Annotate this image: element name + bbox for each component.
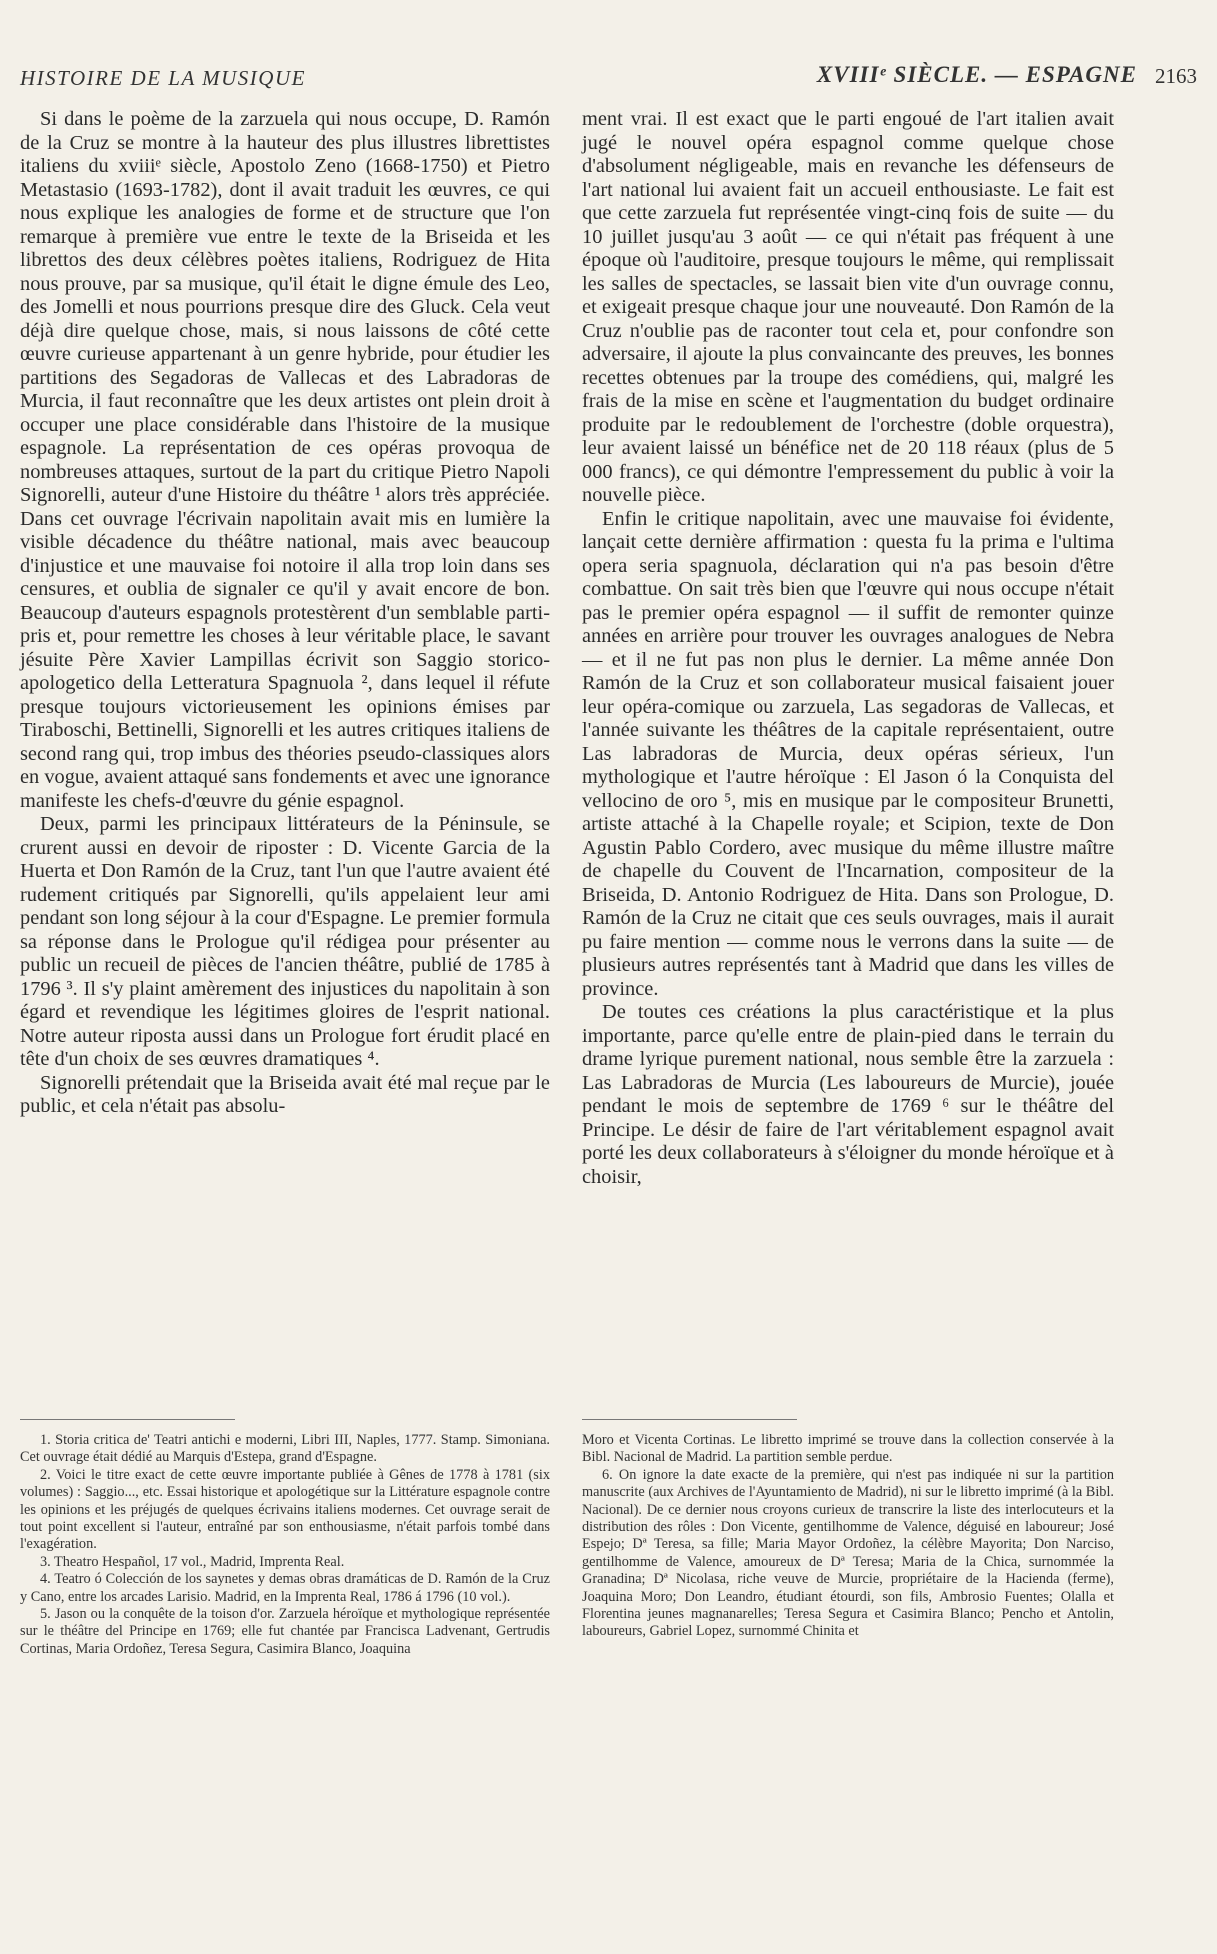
paragraph: Deux, parmi les principaux littérateurs de la Péninsule, se crurent aussi en devoir de riposter : D. Vicente Garcia de la Huerta et Don Ramón de la Cruz, tant l'un que l'autre avaient été rudement critiqués par Signorelli, qu'ils appelaient leur ami pendant son long séjour à la cour d'Espagne. Le premier formula sa réponse dans le Prologue qu'il rédigea pour présenter au public un recueil de pièces de l'ancien théâtre, publié de 1785 à 1796 ³. Il s'y plaint amèrement des injustices du napolitain à son égard et revendique les légitimes gloires de l'esprit national. Notre auteur riposta aussi dans un Prologue fort érudit placé en tête d'un choix de ses œuvres dramatiques ⁴. bbox=[20, 813, 550, 1070]
footnote: 2. Voici le titre exact de cette œuvre importante publiée à Gênes de 1778 à 1781 (six volumes) : Saggio..., etc. Essai historique et apologétique sur la Littérature espagnole contre les opinions et les préjugés de quelques écrivains italiens modernes. Cet ouvrage serait de tout point excellent si l'auteur, entraîné par son enthousiasme, n'était parfois tombé dans l'exagération. bbox=[20, 1466, 550, 1553]
right-footnotes bbox=[582, 1432, 1114, 1641]
left-column bbox=[20, 108, 550, 1119]
footnote-separator bbox=[20, 1419, 235, 1420]
paragraph: Si dans le poème de la zarzuela qui nous occupe, D. Ramón de la Cruz se montre à la hauteur des plus illustres librettistes italiens du xviiiᵉ siècle, Apostolo Zeno (1668-1750) et Pietro Metastasio (1693-1782), dont il avait traduit les œuvres, ce qui nous explique les analogies de forme et de structure que l'on remarque à première vue entre le texte de la Briseida et les librettos des deux célèbres poètes italiens, Rodriguez de Hita nous prouve, par sa musique, qu'il était le digne émule des Leo, des Jomelli et nous pourrions presque dire des Gluck. Cela veut déjà dire quelque chose, mais, si nous laissons de côté cette œuvre curieuse appartenant à un genre hybride, pour étudier les partitions des Segadoras de Vallecas et des Labradoras de Murcia, il faut reconnaître que les deux artistes ont plein droit à occuper une place considérable dans l'histoire de la musique espagnole. La représentation de ces opéras provoqua de nombreuses attaques, surtout de la part du critique Pietro Napoli Signorelli, auteur d'une Histoire du théâtre ¹ alors très appréciée. Dans cet ouvrage l'écrivain napolitain avait mis en lumière la visible décadence du théâtre national, mais avec beaucoup d'injustice et une mauvaise foi notoire il alla trop loin dans ses censures, et oublia de signaler ce qu'il y avait encore de bon. Beaucoup d'auteurs espagnols protestèrent d'un semblable parti-pris et, pour remettre les choses à leur véritable place, le savant jésuite Père Xavier Lampillas écrivit son Saggio storico-apologetico della Letteratura Spagnuola ², dans lequel il réfute presque toujours victorieusement les opinions émises par Tiraboschi, Bettinelli, Signorelli et les autres critiques italiens de second rang qui, trop imbus des théories pseudo-classiques alors en vogue, avaient attaqué sans fondements et avec une ignorance manifeste les chefs-d'œuvre du génie espagnol. bbox=[20, 108, 550, 812]
footnote-separator bbox=[582, 1419, 797, 1420]
footnote: 5. Jason ou la conquête de la toison d'or. Zarzuela héroïque et mythologique représentée sur le théâtre del Principe en 1769; elle fut chantée par Francisca Ladvenant, Gertrudis Cortinas, Maria Ordoñez, Teresa Segura, Casimira Blanco, Joaquina bbox=[20, 1606, 550, 1657]
page-number: 2163 bbox=[1155, 64, 1197, 88]
footnote: 1. Storia critica de' Teatri antichi e moderni, Libri III, Naples, 1777. Stamp. Simoniana. Cet ouvrage était dédié au Marquis d'Estepa, grand d'Espagne. bbox=[20, 1432, 550, 1466]
footnote: 4. Teatro ó Colección de los saynetes y demas obras dramáticas de D. Ramón de la Cruz y Cano, entre los arcades Larisio. Madrid, en la Imprenta Real, 1786 á 1796 (10 vol.). bbox=[20, 1571, 550, 1605]
footnote: 6. On ignore la date exacte de la première, qui n'est pas indiquée ni sur la partition manuscrite (aux Archives de l'Ayuntamiento de Madrid), ni sur le libretto imprimé (à la Bibl. Nacional). De ce dernier nous croyons curieux de transcrire la liste des interlocuteurs et la distribution des rôles : Don Vicente, gentilhomme de Valence, déguisé en laboureur; José Espejo; Dª Teresa, sa fille; Maria Mayor Ordoñez, la célèbre Mayorita; Don Narciso, gentilhomme de Valence, amoureux de Dª Teresa; Maria de la Chica, surnommée la Granadina; Dª Nicolasa, riche veuve de Murcie, propriétaire de la Hacienda (ferme), Joaquina Moro; Don Leandro, étudiant étourdi, son fils, Ambrosio Fuentes; Olalla et Florentina jeunes magnanarelles; Teresa Segura et Casimira Blanco; Pencho et Antolin, laboureurs, Gabriel Lopez, surnommé Chinita et bbox=[582, 1466, 1114, 1640]
footnote: Moro et Vicenta Cortinas. Le libretto imprimé se trouve dans la collection conservée à la Bibl. Nacional de Madrid. La partition semble perdue. bbox=[582, 1432, 1114, 1466]
paragraph: ment vrai. Il est exact que le parti engoué de l'art italien avait jugé le nouvel opéra espagnol comme quelque chose d'absolument négligeable, mais en revanche les défenseurs de l'art national lui avaient fait un accueil enthousiaste. Le fait est que cette zarzuela fut représentée vingt-cinq fois de suite — du 10 juillet jusqu'au 3 août — ce qui n'était pas fréquent à une époque où l'auditoire, presque toujours le même, qui remplissait les salles de spectacles, se lassait bien vite d'un ouvrage connu, et exigeait presque chaque jour une nouveauté. Don Ramón de la Cruz n'oublie pas de raconter tout cela et, pour confondre son adversaire, il ajoute la plus convaincante des preuves, les bonnes recettes obtenues par la troupe des comédiens, qui, malgré les frais de la mise en scène et l'augmentation du budget ordinaire produite par le redoublement de l'orchestre (doble orquestra), leur avaient laissé un bénéfice net de 20 118 réaux (plus de 5 000 francs), ce qui démontre l'empressement du public à voir la nouvelle pièce. bbox=[582, 108, 1114, 506]
footnote: 3. Theatro Hespañol, 17 vol., Madrid, Imprenta Real. bbox=[40, 1553, 345, 1570]
header-right-title: XVIIIᵉ SIÈCLE. — ESPAGNE bbox=[816, 62, 1137, 87]
right-column bbox=[582, 108, 1114, 1189]
running-header bbox=[20, 62, 1197, 92]
paragraph: De toutes ces créations la plus caractéristique et la plus importante, parce qu'elle entre de plain-pied dans le terrain du drame lyrique purement national, nous semble être la zarzuela : Las Labradoras de Murcia (Les laboureurs de Murcie), jouée pendant le mois de septembre de 1769 ⁶ sur le théâtre del Principe. Le désir de faire de l'art véritablement espagnol avait porté les deux collaborateurs à s'éloigner du monde héroïque et à choisir, bbox=[582, 1001, 1114, 1188]
paragraph: Signorelli prétendait que la Briseida avait été mal reçue par le public, et cela n'était pas absolu- bbox=[20, 1071, 550, 1117]
paragraph: Enfin le critique napolitain, avec une mauvaise foi évidente, lançait cette dernière affirmation : questa fu la prima e l'ultima opera seria spagnuola, déclaration qui n'a pas besoin d'être combattue. On sait très bien que l'œuvre qui nous occupe n'était pas le premier opéra espagnol — il suffit de remonter quinze années en arrière pour trouver les ouvrages analogues de Nebra — et il ne fut pas non plus le dernier. La même année Don Ramón de la Cruz et son collaborateur musical faisaient jouer leur opéra-comique ou zarzuela, Las segadoras de Vallecas, et l'année suivante les théâtres de la capitale représentaient, outre Las labradoras de Murcia, deux opéras sérieux, l'un mythologique et l'autre héroïque : El Jason ó la Conquista del vellocino de oro ⁵, mis en musique par le compositeur Brunetti, artiste attaché à la Chapelle royale; et Scipion, texte de Don Agustin Pablo Cordero, avec musique du même illustre maître de chapelle du Couvent de l'Incarnation, compositeur de la Briseida, D. Antonio Rodriguez de Hita. Dans son Prologue, D. Ramón de la Cruz ne citait que ces seuls ouvrages, mais il aurait pu faire mention — comme nous le verrons dans la suite — de plusieurs autres représentés tant à Madrid que dans les villes de province. bbox=[582, 507, 1114, 1000]
left-footnotes bbox=[20, 1432, 550, 1658]
header-left-title: HISTOIRE DE LA MUSIQUE bbox=[20, 66, 306, 90]
